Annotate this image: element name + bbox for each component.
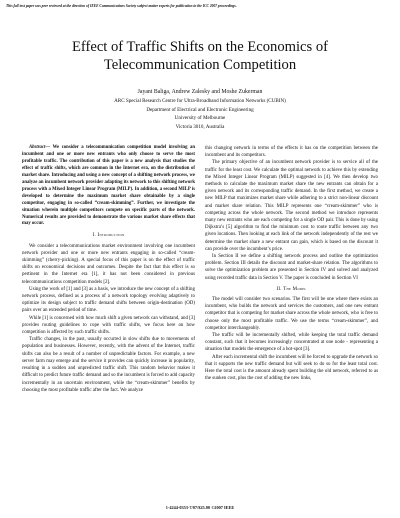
body-paragraph: The primary objective of an incumbent network provider is to service all of the traffic for the least cost. We calculate the optimal network to achieve this by extending the Mixed Integer Linear Program (MILP) suggested in [4]. We then develop two methods to calculate the maximum market share the new entrants can obtain for a given network and its corresponding traffic demand. In the first method, we create a new MILP that maximizes market share while adhering to a strict non-linear discount and market share relation. This MILP represents one “cream-skimmer” who is competing across the whole network. The second method we introduce represents many new entrants who are each competing for a single OD pair. This is done by using Dijkstra’s [5] algorithm to find the minimum cost to route traffic between any two given locations. Then looking at each link of the network independently of the rest we determine the market share a new entrant can gain, which is based on the discount it can provide over the incumbent’s price. <box>205 160 378 252</box>
affiliation-line: Department of Electrical and Electronic Engineering <box>146 106 254 113</box>
paper-title <box>20 38 380 74</box>
body-paragraph: The model will consider two scenarios. The first will be one where there exists an incumbent, who builds the network and services the customers, and one new entrant competitor that is competing for market share across the whole network, who is free to choose only the most profitable traffic. We use the terms “cream-skimmer”, and competitor interchangeably. <box>205 297 378 331</box>
affiliation-line: Victoria 3010, Australia <box>175 123 225 130</box>
body-paragraph: While [1] is concerned with how much shift a given network can withstand, and [3] provides routing guidelines to cope with traffic shifts, we focus here on how competition is affected by such traffic shifts. <box>22 315 195 336</box>
body-paragraph: In Section II we define a shifting network process and outline the optimization problem. Section III details the discount and market-share relation. The algorithms to solve the optimization problem are presented in Section IV and solved and analyzed using recorded traffic data in Section V. The paper is concluded in Section VI <box>205 254 378 281</box>
abstract-body: — We consider a telecommunication competition model involving an incumbent and one or more new entrants who only choose to serve the most profitable traffic. The contribution of this paper is a new analysis that studies the effect of traffic shifts, which are common in the Internet era, on the distribution of market share. Introducing and using a new concept of a shifting network process, we analyze an incumbent network provider adapting its network to this shifting network process with a Mixed Integer Linear Program (MILP). In addition, a second MILP is developed to determine the maximum market share obtainable by a single competitor, engaging in so-called “cream-skimming”. Further, we investigate the situation wherein multiple competitors compete on specific parts of the network. Numerical results are provided to demonstrate the various market share effects that may occur. <box>22 145 195 227</box>
title-line-2: Telecommunication Competition <box>103 57 297 73</box>
body-paragraph: Traffic changes, in the past, usually occurred in slow shifts due to movements of population and businesses. However, recently, with the advent of the Internet, traffic shifts can also be a result of a number of unpredictable factors. For example, a new server farm may emerge and the service it provides can quickly increase in popularity, resulting in a sudden and unpredicted traffic shift. This random behavior makes it difficult to predict future traffic demand and so the incumbent is forced to add capacity incrementally in an uncertain environment, while the “cream-skimmer” benefits by choosing the most profitable traffic after the fact. We analyze <box>22 337 195 393</box>
left-column <box>22 145 195 394</box>
affiliation-line: ARC Special Research Centre for Ultra-Broadband Information Networks (CUBIN) <box>114 98 286 104</box>
right-column <box>205 145 378 383</box>
author-list: Jayant Baliga, Andrew Zalesky and Moshe Zukerman <box>137 89 263 95</box>
copyright-footer: 1-4244-0353-7/07/$25.00 ©2007 IEEE <box>165 505 235 510</box>
body-paragraph: After each incremental shift the incumbent will be forced to upgrade the network so that it supports the new traffic demand but will seek to do so for the least total cost. Here the total cost is the amount already spent building the old network, referred to as the sunken cost, plus the cost of adding the new links, <box>205 354 378 382</box>
body-paragraph: We consider a telecommunications market environment involving one incumbent network provider and one or more new entrants engaging in so-called “cream-skimming” (cherry-picking). A special focus of this paper is on the effect of traffic shifts on economical decisions and outcomes. Despite the fact that this effect is so pertinent in the Internet era [1], it has not been considered in previous telecommunications competition models [2]. <box>22 243 195 285</box>
body-paragraph: The traffic will be incrementally shifted, while keeping the total traffic demand constant, such that it becomes increasingly concentrated at one node - representing a situation that models the emergence of a hot-spot [3]. <box>205 333 378 353</box>
section-heading-model: II. The Model <box>276 286 307 292</box>
affiliation-block <box>40 97 360 131</box>
abstract-label: Abstract <box>29 145 46 150</box>
peer-review-notice: This full text paper was peer reviewed at the direction of IEEE Communications Society subject matter experts for publication in the ICC 2007 proceedings. <box>6 4 237 8</box>
abstract <box>22 145 195 228</box>
title-line-1: Effect of Traffic Shifts on the Economics of <box>71 39 329 55</box>
body-paragraph: this changing network in terms of the effects it has on the competition between the incumbent and its competitors. <box>205 146 378 159</box>
affiliation-line: University of Melbourne <box>174 115 226 122</box>
section-heading-introduction: I. Introduction <box>92 233 125 239</box>
body-paragraph: Using the work of [1] and [3] as a basis, we introduce the new concept of a shifting network process, defined as a process of a network topology evolving adaptively to optimize its design subject to traffic demand shifts between origin-destination (OD) pairs over an extended period of time. <box>22 286 195 314</box>
